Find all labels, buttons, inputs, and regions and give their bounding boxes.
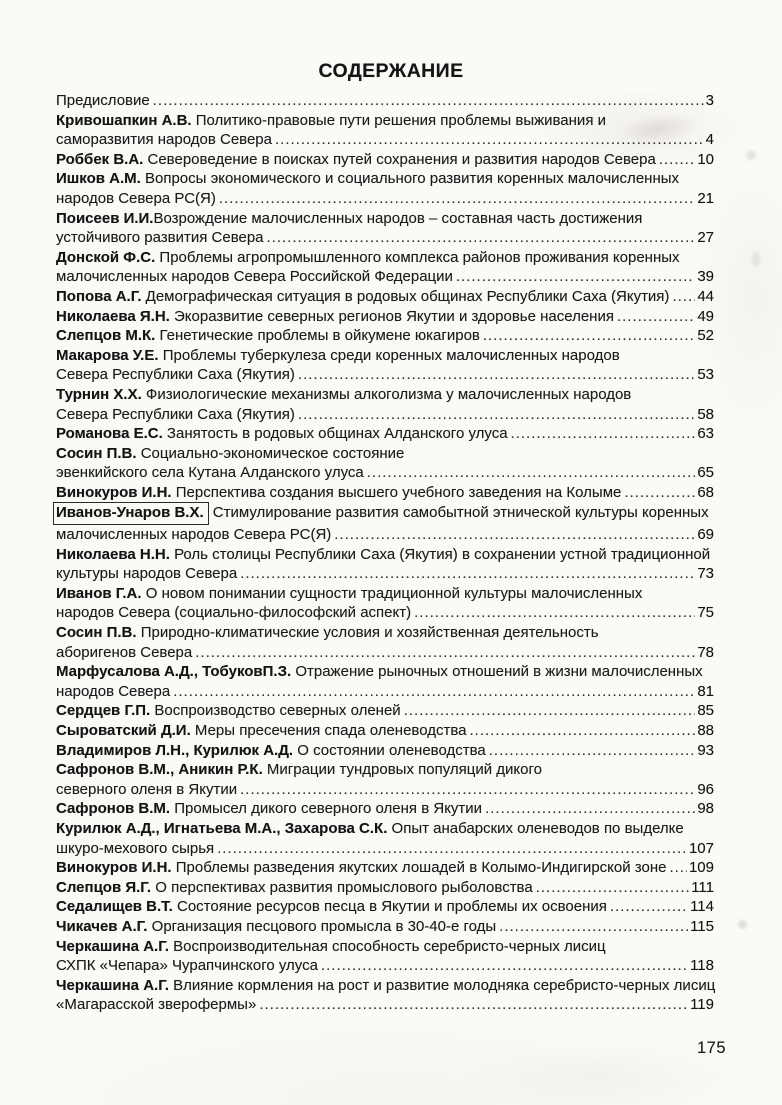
entry-author: Макарова У.Е.: [56, 346, 159, 364]
toc-entry: [56, 111, 714, 150]
entry-title-text: Возрождение малочисленных народов – составная часть достижения: [153, 209, 643, 227]
entry-title-text: Вопросы экономического и социального развития коренных малочисленных: [140, 170, 680, 188]
entry-page-number: 114: [690, 898, 714, 916]
toc-list: [56, 91, 714, 1015]
entry-page-number: 27: [697, 229, 714, 247]
dot-leader: [240, 780, 695, 800]
dot-leader: [298, 405, 695, 425]
toc-entry: [56, 248, 714, 287]
entry-title-text: Меры пресечения спада оленеводства: [190, 722, 467, 739]
toc-entry: [56, 662, 714, 701]
entry-author: Донской Ф.С.: [56, 248, 156, 266]
entry-title-text: Севера Республики Саха (Якутия): [56, 366, 295, 384]
entry-page-number: 88: [697, 722, 714, 739]
toc-entry: [56, 346, 714, 385]
entry-title-text: народов Севера (социально-философский аспект): [56, 604, 412, 622]
entry-author: Турнин Х.Х.: [56, 385, 142, 403]
entry-author: Винокуров И.Н.: [56, 859, 172, 877]
entry-title-text: Генетические проблемы в ойкумене юкагиров: [155, 327, 480, 345]
entry-page-number: 68: [697, 483, 714, 501]
dot-leader: [489, 741, 696, 761]
entry-title-text: народов Севера РС(Я): [56, 189, 216, 207]
dot-leader: [217, 839, 687, 859]
entry-title-text: Организация песцового промысла в 30-40-е годы: [147, 917, 497, 935]
entry-title-text: Стимулирование развития самобытной этнической культуры коренных: [208, 504, 709, 522]
toc-entry: [56, 741, 714, 761]
dot-leader: [617, 307, 695, 327]
dot-leader: [610, 897, 688, 917]
page-title: СОДЕРЖАНИЕ: [318, 60, 464, 82]
entry-author: Романова Е.С.: [56, 425, 163, 443]
dot-leader: [153, 91, 704, 111]
entry-page-number: 53: [697, 366, 714, 384]
dot-leader: [414, 603, 695, 623]
dot-leader: [219, 189, 695, 209]
dot-leader: [404, 701, 696, 721]
entry-title-text: Политико-правовые пути решения проблемы выживания и: [191, 111, 606, 129]
entry-page-number: 65: [697, 464, 714, 482]
toc-entry: [56, 209, 714, 248]
entry-title-text: народов Севера: [56, 682, 171, 700]
dot-leader: [173, 682, 695, 702]
dot-leader: [267, 228, 696, 248]
toc-entry: [56, 976, 714, 1015]
entry-author: Николаева Н.Н.: [56, 545, 170, 563]
dot-leader: [456, 267, 695, 287]
entry-title-text: Состояние ресурсов песца в Якутии и проблемы их освоения: [172, 898, 607, 916]
scan-artifact: [746, 150, 756, 160]
dot-leader: [259, 995, 688, 1015]
toc-entry: [56, 584, 714, 623]
dot-leader: [275, 130, 704, 150]
entry-title-text: Экоразвитие северных регионов Якутии и здоровье населения: [169, 307, 614, 325]
entry-page-number: 111: [691, 878, 714, 896]
entry-title-text: СХПК «Чепара» Чурапчинского улуса: [56, 957, 318, 975]
toc-entry: [56, 326, 714, 346]
entry-page-number: 3: [705, 92, 714, 109]
entry-title-text: Проблемы агропромышленного комплекса районов проживания коренных: [155, 248, 680, 266]
entry-title-text: культуры народов Севера: [56, 565, 238, 583]
dot-leader: [511, 424, 696, 444]
entry-title-text: устойчивого развития Севера: [56, 229, 264, 247]
toc-entry: [56, 937, 714, 976]
dot-leader: [470, 721, 696, 741]
entry-author: Слепцов М.К.: [56, 327, 156, 345]
entry-page-number: 39: [697, 268, 714, 286]
entry-page-number: 119: [690, 996, 714, 1014]
entry-author: Марфусалова А.Д., ТобуковП.З.: [56, 663, 292, 681]
entry-page-number: 93: [697, 741, 714, 759]
entry-title-text: Севера Республики Саха (Якутия): [56, 405, 295, 423]
entry-author: Кривошапкин А.В.: [56, 111, 192, 129]
entry-author: Попова А.Г.: [56, 287, 142, 305]
toc-entry: [56, 623, 714, 662]
dot-leader: [499, 917, 688, 937]
entry-author: Курилюк А.Д., Игнатьева М.А., Захарова С.К.: [56, 819, 388, 837]
dot-leader: [367, 463, 696, 483]
entry-page-number: 21: [697, 189, 714, 207]
entry-author: Поисеев И.И.: [56, 209, 154, 227]
entry-author: Черкашина А.Г.: [56, 976, 169, 994]
toc-entry: [56, 701, 714, 721]
entry-title-text: эвенкийского села Кутана Алданского улуса: [56, 464, 364, 482]
toc-entry: [56, 878, 714, 898]
dot-leader: [240, 564, 695, 584]
toc-entry: [56, 819, 714, 858]
page-footer-number: 175: [696, 1039, 726, 1057]
entry-page-number: 107: [688, 839, 714, 857]
entry-title-text: Воспроизводство северных оленей: [150, 702, 401, 720]
entry-author: Винокуров И.Н.: [56, 483, 172, 501]
entry-title-text: Природно-климатические условия и хозяйственная деятельность: [136, 624, 599, 642]
toc-entry: [56, 169, 714, 208]
entry-author: Сафронов В.М.: [56, 800, 171, 818]
toc-entry: [56, 307, 714, 327]
scan-artifact: [752, 252, 760, 266]
entry-title-text: О перспективах развития промыслового рыболовства: [151, 878, 533, 896]
toc-entry: [56, 917, 714, 937]
entry-title-text: малочисленных народов Севера Российской Федерации: [56, 268, 453, 286]
entry-author: Ишков А.М.: [56, 170, 141, 188]
entry-title-text: Предисловие: [56, 92, 150, 109]
entry-title-text: Промысел дикого северного оленя в Якутии: [170, 800, 483, 818]
dot-leader: [321, 956, 688, 976]
toc-entry: [56, 858, 714, 878]
entry-title-text: Роль столицы Республики Саха (Якутия) в сохранении устной традиционной: [169, 545, 711, 563]
toc-entry: [56, 444, 714, 483]
entry-title-text: «Магарасской зверофермы»: [56, 996, 257, 1014]
dot-leader: [669, 858, 687, 878]
entry-title-text: Проблемы разведения якутских лошадей в Колымо-Индигирской зоне: [171, 859, 667, 877]
toc-entry: [56, 150, 714, 170]
entry-title-text: Проблемы туберкулеза среди коренных малочисленных народов: [158, 346, 620, 364]
entry-author: Николаева Я.Н.: [56, 307, 170, 325]
scan-artifact: [738, 920, 747, 929]
entry-title-text: аборигенов Севера: [56, 643, 193, 661]
entry-page-number: 4: [705, 131, 714, 149]
entry-page-number: 58: [697, 405, 714, 423]
entry-author: Иванов-Унаров В.Х.: [53, 502, 209, 525]
toc-entry: [56, 545, 714, 584]
entry-page-number: 109: [688, 859, 714, 877]
toc-entry: [56, 897, 714, 917]
dot-leader: [483, 326, 695, 346]
entry-author: Черкашина А.Г.: [56, 937, 169, 955]
entry-title-text: Воспроизводительная способность серебристо-черных лисиц: [168, 937, 606, 955]
entry-title-text: шкуро-мехового сырья: [56, 839, 215, 857]
toc-entry: [56, 502, 714, 544]
dot-leader: [195, 643, 695, 663]
entry-page-number: 10: [697, 150, 714, 168]
entry-author: Слепцов Я.Г.: [56, 878, 152, 896]
entry-title-text: Демографическая ситуация в родовых общинах Республики Саха (Якутия): [141, 287, 670, 305]
dot-leader: [334, 525, 695, 545]
entry-page-number: 52: [697, 327, 714, 345]
entry-author: Седалищев В.Т.: [56, 898, 173, 916]
toc-entry: [56, 760, 714, 799]
entry-page-number: 49: [697, 307, 714, 325]
entry-author: Сыроватский Д.И.: [56, 722, 191, 739]
entry-page-number: 78: [697, 643, 714, 661]
entry-author: Чикачев А.Г.: [56, 917, 148, 935]
entry-author: Сердцев Г.П.: [56, 702, 151, 720]
entry-title-text: Перспектива создания высшего учебного заведения на Колыме: [171, 483, 622, 501]
entry-title-text: Занятость в родовых общинах Алданского улуса: [162, 425, 508, 443]
dot-leader: [536, 878, 689, 898]
entry-author: Сафронов В.М., Аникин Р.К.: [56, 761, 263, 779]
entry-title-text: малочисленных народов Севера РС(Я): [56, 526, 332, 544]
toc-entry: [56, 721, 714, 741]
toc-entry: [56, 483, 714, 503]
entry-title-text: северного оленя в Якутии: [56, 780, 238, 798]
entry-page-number: 98: [697, 800, 714, 818]
entry-author: Сосин П.В.: [56, 624, 137, 642]
entry-page-number: 69: [697, 526, 714, 544]
dot-leader: [624, 483, 695, 503]
entry-title-text: О состоянии оленеводства: [293, 741, 486, 759]
entry-title-text: Опыт анабарских оленеводов по выделке: [387, 819, 684, 837]
dot-leader: [659, 150, 695, 170]
entry-title-text: Влияние кормления на рост и развитие молодняка серебристо-черных лисиц: [168, 976, 716, 994]
toc-entry: [56, 287, 714, 307]
entry-title-text: О новом понимании сущности традиционной культуры малочисленных: [141, 584, 643, 602]
dot-leader: [485, 799, 695, 819]
entry-page-number: 73: [697, 565, 714, 583]
entry-title-text: саморазвития народов Севера: [56, 131, 272, 149]
entry-author: Владимиров Л.Н., Курилюк А.Д.: [56, 741, 294, 759]
toc-entry: [56, 799, 714, 819]
dot-leader: [672, 287, 695, 307]
entry-page-number: 85: [697, 702, 714, 720]
entry-author: Роббек В.А.: [56, 150, 144, 168]
entry-title-text: Физиологические механизмы алкоголизма у малочисленных народов: [141, 385, 632, 403]
entry-title-text: Отражение рыночных отношений в жизни малочисленных: [291, 663, 703, 681]
entry-page-number: 44: [697, 287, 714, 305]
entry-page-number: 75: [697, 604, 714, 622]
entry-author: Сосин П.В.: [56, 444, 137, 462]
entry-page-number: 81: [697, 682, 714, 700]
entry-page-number: 96: [697, 780, 714, 798]
entry-title-text: Североведение в поисках путей сохранения и развития народов Севера: [143, 150, 656, 168]
toc-entry: [56, 424, 714, 444]
entry-title-text: Социально-экономическое состояние: [136, 444, 405, 462]
entry-page-number: 115: [690, 917, 714, 935]
entry-page-number: 63: [697, 425, 714, 443]
toc-entry: [56, 385, 714, 424]
toc-entry: [56, 91, 714, 111]
dot-leader: [298, 365, 695, 385]
entry-title-text: Миграции тундровых популяций дикого: [262, 761, 542, 779]
entry-author: Иванов Г.А.: [56, 584, 142, 602]
entry-page-number: 118: [690, 957, 714, 975]
